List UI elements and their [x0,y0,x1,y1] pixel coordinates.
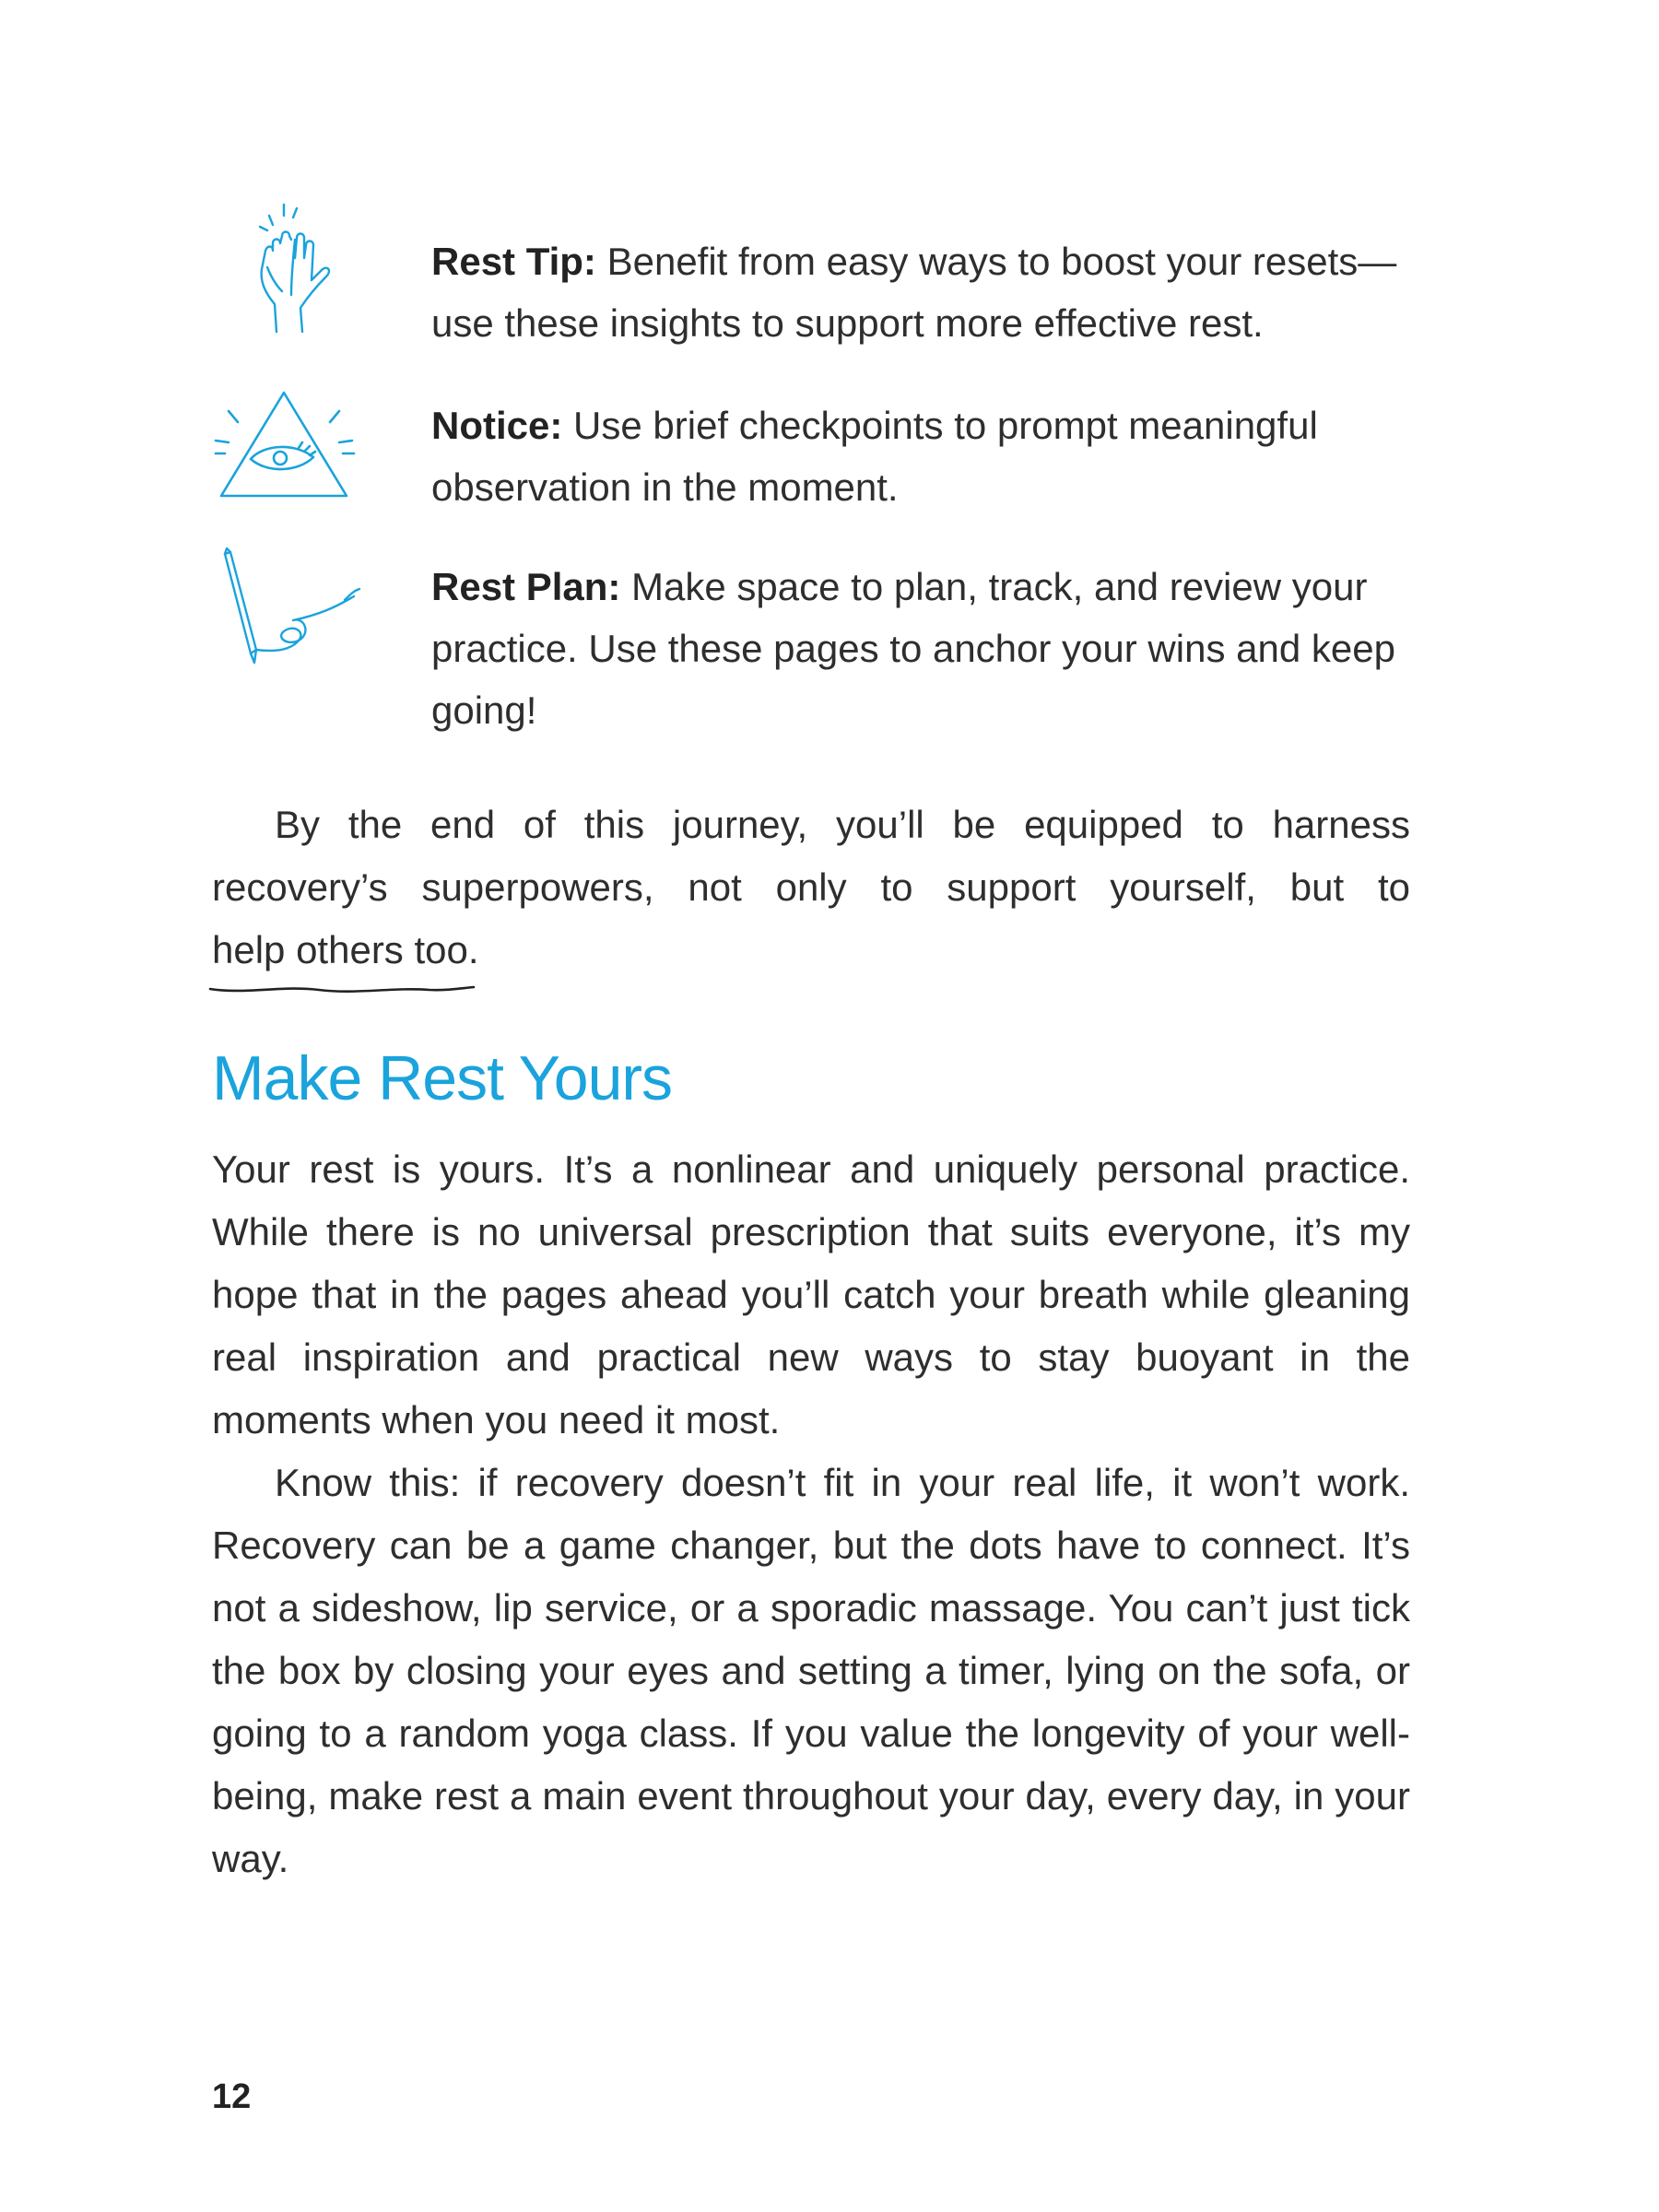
pen-squiggle-icon [216,548,363,668]
tip-description: Benefit from easy ways to boost your resets—use these insights to support more effective rest. [431,240,1397,345]
tip-text [431,394,1427,518]
tip-text [431,556,1427,741]
underlined-phrase: help others too [212,919,468,982]
tip-description: Make space to plan, track, and review your practice. Use these pages to anchor your wins and keep going! [431,565,1395,732]
eye-triangle-icon [210,387,358,498]
section-heading: Make Rest Yours [212,1043,673,1113]
section-paragraph-2: Know this: if recovery doesn’t fit in your real life, it won’t work. Recovery can be a game changer, but the dots have to connect. It’s not a sideshow, lip service, or a sporadic massage. You can’t just tick the box by closing your eyes and setting a timer, lying on the sofa, or going to a random yoga class. If you value the longevity of your well-being, make rest a main event throughout your day, every day, in your way. [212,1461,1410,1880]
closing-paragraph: By the end of this journey, you’ll be equipped to harness recovery’s superpowers, not only to support yourself, but to help others too . [212,794,1410,982]
tip-label: Rest Tip: [431,240,596,283]
high-five-hands-icon [249,203,341,341]
page-number: 12 [212,2077,252,2116]
tip-label: Notice: [431,404,563,447]
tip-description: Use brief checkpoints to prompt meaningful observation in the moment. [431,404,1318,509]
closing-text: By the end of this journey, you’ll be equipped to harness recovery’s superpowers, not only to support yourself, but to [212,803,1410,909]
section-paragraph-1: Your rest is yours. It’s a nonlinear and uniquely personal practice. While there is no universal prescription that suits everyone, it’s my hope that in the pages ahead you’ll catch your breath while gleaning real inspiration and practical new ways to stay buoyant in the moments when you need it most. [212,1147,1410,1441]
tip-label: Rest Plan: [431,565,621,608]
tip-text [431,230,1427,354]
